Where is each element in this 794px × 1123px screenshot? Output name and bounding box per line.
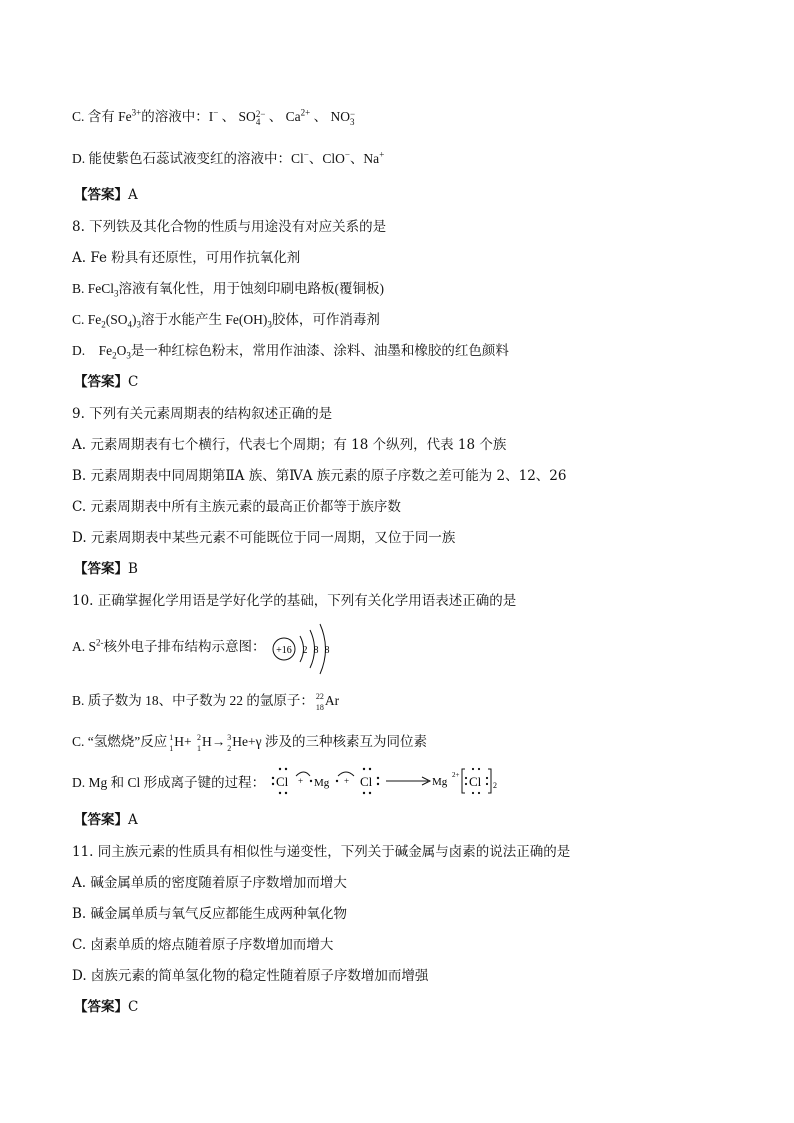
chloride-ion: Cl [469, 774, 482, 789]
q8-answer: 【答案】C [74, 374, 139, 390]
bracket-right [488, 769, 491, 793]
chloride-subscript: 2 [493, 781, 497, 790]
q11-stem: 11. 同主族元素的性质具有相似性与递变性，下列关于碱金属与卤素的说法正确的是 [72, 844, 571, 860]
q9-option-a: A. 元素周期表有七个横行，代表七个周期；有 18 个纵列，代表 18 个族 [72, 437, 507, 453]
magnesium-atom: Mg [314, 777, 330, 789]
q10-stem: 10. 正确掌握化学用语是学好化学的基础，下列有关化学用语表述正确的是 [72, 593, 517, 609]
argon-isotope-notation: 22 18 [315, 692, 324, 712]
ionic-bond-formation-diagram [270, 764, 510, 798]
q10-answer: 【答案】A [74, 812, 138, 828]
q10-option-d: D. Mg 和 Cl 形成离子键的过程： [72, 775, 266, 790]
q8-option-a: A. Fe 粉具有还原性，可用作抗氧化剂 [72, 250, 301, 266]
svg-text:+: + [298, 776, 304, 786]
q9-option-d: D. 元素周期表中某些元素不可能既位于同一周期，又位于同一族 [72, 530, 456, 546]
svg-text:+: + [344, 776, 350, 786]
q11-option-b: B. 碱金属单质与氧气反应都能生成两种氧化物 [72, 906, 348, 922]
q8-option-c: C. $Fe_2(SO_4)_3$溶于水能产生 $Fe(OH)_3$胶体，可作消毒剂 [72, 312, 380, 330]
q11-option-d: D. 卤族元素的简单氢化物的稳定性随着原子序数增加而增强 [72, 968, 429, 984]
q8-stem: 8. 下列铁及其化合物的性质与用途没有对应关系的是 [72, 219, 387, 235]
q10-option-c: C. “氢燃烧”反应 1 1 H+ 2 1 H→ 3 2 He+γ 涉及的三种核素互为同位素 [72, 733, 427, 753]
shell-electrons-3: 8 [324, 645, 330, 656]
q9-answer: 【答案】B [74, 561, 138, 577]
magnesium-ion: Mg [432, 776, 448, 788]
nucleus-charge: +16 [276, 645, 292, 656]
q9-option-b: B. 元素周期表中同周期第ⅡA 族、第ⅣA 族元素的原子序数之差可能为 2、12、26 [72, 468, 567, 484]
q11-option-c: C. 卤素单质的熔点随着原子序数增加而增大 [72, 937, 334, 953]
q9-stem: 9. 下列有关元素周期表的结构叙述正确的是 [72, 406, 333, 422]
q7-option-c: C. 含有 $Fe^{3+}$的溶液中：I− 、 SO 2− 4 、 $Ca^{2+}$ 、 NO − 3 [72, 107, 356, 127]
q10-option-b: B. 质子数为 18、中子数为 22 的氩原子： 22 18 Ar [72, 692, 340, 712]
q11-option-a: A. 碱金属单质的密度随着原子序数增加而增大 [72, 875, 347, 891]
chlorine-right: Cl [360, 774, 373, 789]
q7-option-d: D. 能使紫色石蕊试液变红的溶液中：Cl−、ClO−、Na+ [72, 149, 385, 166]
shell-electrons-2: 8 [313, 645, 319, 656]
bracket-left [462, 769, 465, 793]
magnesium-charge: 2+ [452, 771, 460, 779]
q10-option-a: A. $S^{2-}$核外电子排布结构示意图： [72, 637, 266, 654]
shell-electrons-1: 2 [302, 645, 308, 656]
chlorine-left: Cl [276, 774, 289, 789]
atomic-structure-diagram [270, 622, 340, 676]
q7-answer: 【答案】A [74, 187, 138, 203]
q8-option-d: D. $Fe_2O_3$是一种红棕色粉末，常用作油漆、涂料、油墨和橡胶的红色颜料 [72, 343, 509, 361]
q11-answer: 【答案】C [74, 999, 139, 1015]
q9-option-c: C. 元素周期表中所有主族元素的最高正价都等于族序数 [72, 499, 401, 515]
q8-option-b: B. FeCl$_3$溶液有氧化性，用于蚀刻印刷电路板(覆铜板) [72, 281, 385, 299]
